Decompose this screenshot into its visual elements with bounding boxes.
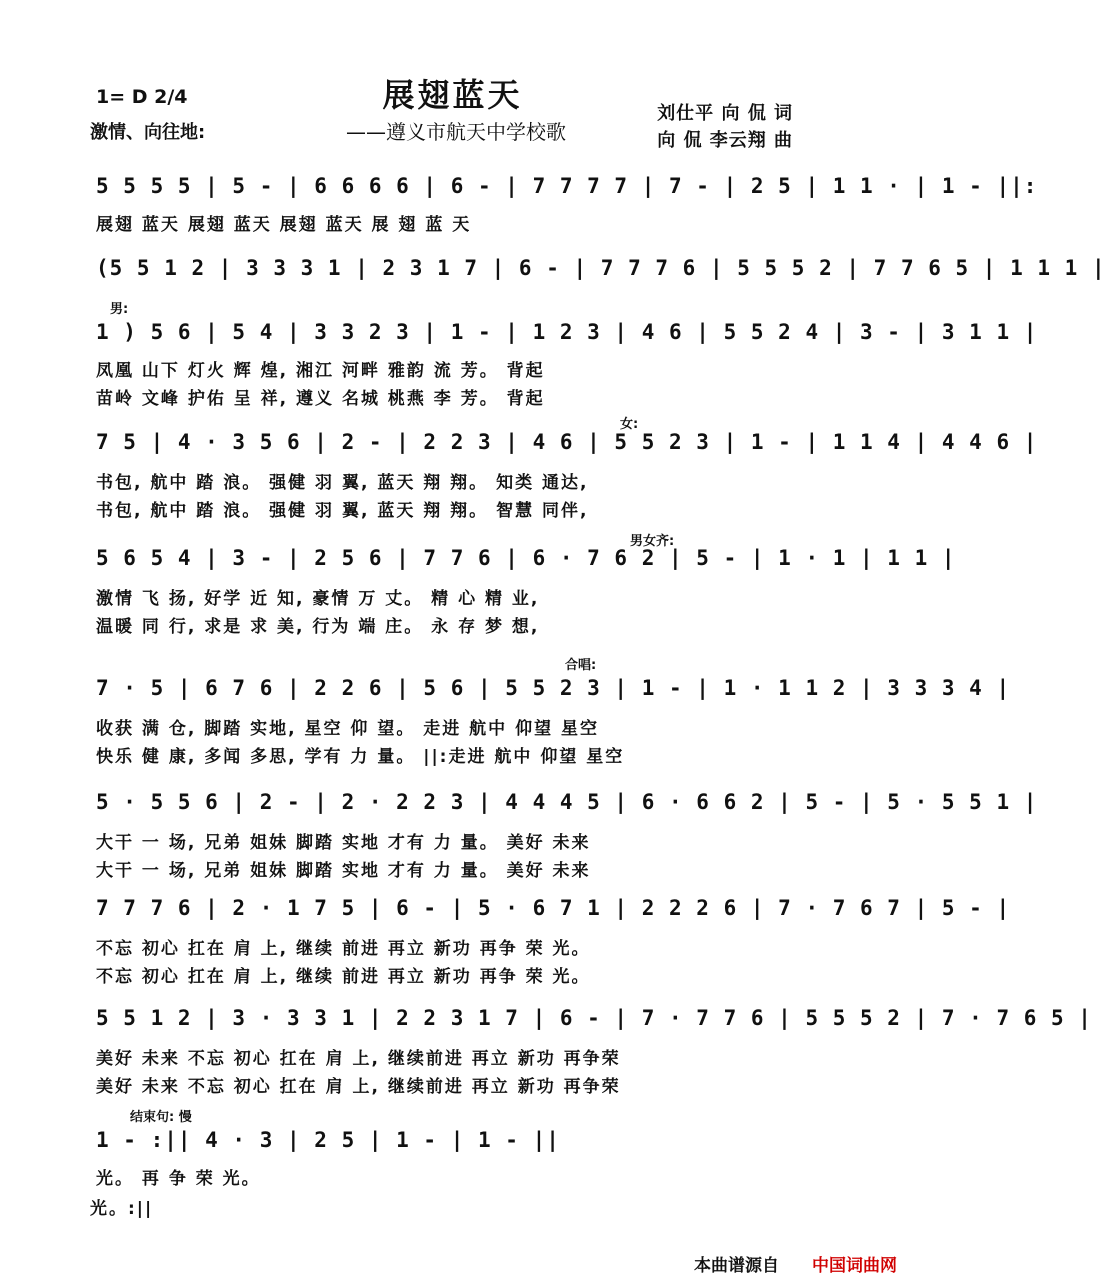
lyric-row-3-line-1: 凤凰 山下 灯火 辉 煌, 湘江 河畔 雅韵 流 芳。 背起 — [96, 361, 545, 381]
lyric-row-4-line-2: 书包, 航中 踏 浪。 强健 羽 翼, 蓝天 翔 翔。 智慧 同伴, — [96, 501, 589, 521]
lyric-row-10-line-1: 光。 再 争 荣 光。 — [96, 1169, 261, 1189]
site-link[interactable]: 中国词曲网 — [812, 1256, 897, 1276]
ending-marker: 结束句: 慢 — [130, 1110, 192, 1125]
lyric-row-1-line-1: 展翅 蓝天 展翅 蓝天 展翅 蓝天 展 翅 蓝 天 — [96, 215, 472, 235]
lyric-row-9-line-1: 美好 未来 不忘 初心 扛在 肩 上, 继续前进 再立 新功 再争荣 — [96, 1049, 621, 1069]
lyric-row-5-line-2: 温暖 同 行, 求是 求 美, 行为 端 庄。 永 存 梦 想, — [96, 617, 540, 637]
lyric-row-6-line-2: 快乐 健 康, 多闻 多思, 学有 力 量。 ||:走进 航中 仰望 星空 — [96, 747, 625, 767]
notation-row-5: 5 6 5 4 | 3 - | 2 5 6 | 7 7 6 | 6 · 7 6 2 | 5 - | 1 · 1 | 1 1 | — [96, 546, 956, 570]
chorus-marker: 合唱: — [565, 658, 597, 673]
lyric-row-6-line-1: 收获 满 仓, 脚踏 实地, 星空 仰 望。 走进 航中 仰望 星空 — [96, 719, 600, 739]
lyric-row-5-line-1: 激情 飞 扬, 好学 近 知, 豪情 万 丈。 精 心 精 业, — [96, 589, 540, 609]
lyric-row-7-line-1: 大干 一 场, 兄弟 姐妹 脚踏 实地 才有 力 量。 美好 未来 — [96, 833, 591, 853]
lyric-row-7-line-2: 大干 一 场, 兄弟 姐妹 脚踏 实地 才有 力 量。 美好 未来 — [96, 861, 591, 881]
lyric-row-3-line-2: 苗岭 文峰 护佑 呈 祥, 遵义 名城 桃燕 李 芳。 背起 — [96, 389, 545, 409]
lyricist-credit: 刘仕平 向 侃 词 — [657, 103, 793, 124]
lyric-row-10-line-2: 光。:|| — [90, 1199, 154, 1219]
notation-row-4: 7 5 | 4 · 3 5 6 | 2 - | 2 2 3 | 4 6 | 5 5 2 3 | 1 - | 1 1 4 | 4 4 6 | — [96, 430, 1038, 454]
both-marker: 男女齐: — [630, 534, 675, 549]
notation-row-7: 5 · 5 5 6 | 2 - | 2 · 2 2 3 | 4 4 4 5 | 6 · 6 6 2 | 5 - | 5 · 5 5 1 | — [96, 790, 1038, 814]
lyric-row-8-line-2: 不忘 初心 扛在 肩 上, 继续 前进 再立 新功 再争 荣 光。 — [96, 967, 591, 987]
notation-row-6: 7 · 5 | 6 7 6 | 2 2 6 | 5 6 | 5 5 2 3 | 1 - | 1 · 1 1 2 | 3 3 3 4 | — [96, 676, 1011, 700]
song-title: 展翅蓝天 — [382, 76, 523, 114]
lyric-row-8-line-1: 不忘 初心 扛在 肩 上, 继续 前进 再立 新功 再争 荣 光。 — [96, 939, 591, 959]
lyric-row-4-line-1: 书包, 航中 踏 浪。 强健 羽 翼, 蓝天 翔 翔。 知类 通达, — [96, 473, 589, 493]
song-subtitle: ——遵义市航天中学校歌 — [346, 120, 566, 144]
male-marker: 男: — [110, 302, 129, 317]
notation-row-10: 1 - :|| 4 · 3 | 2 5 | 1 - | 1 - || — [96, 1128, 560, 1152]
notation-row-2: (5 5 1 2 | 3 3 3 1 | 2 3 1 7 | 6 - | 7 7 7 6 | 5 5 5 2 | 7 7 6 5 | 1 1 1 | — [96, 256, 1106, 280]
source-label: 本曲谱源自 — [694, 1256, 779, 1276]
female-marker: 女: — [620, 417, 639, 432]
notation-row-3: 1 ) 5 6 | 5 4 | 3 3 2 3 | 1 - | 1 2 3 | 4 6 | 5 5 2 4 | 3 - | 3 1 1 | — [96, 320, 1038, 344]
notation-row-8: 7 7 7 6 | 2 · 1 7 5 | 6 - | 5 · 6 7 1 | 2 2 2 6 | 7 · 7 6 7 | 5 - | — [96, 896, 1011, 920]
notation-row-1: 5 5 5 5 | 5 - | 6 6 6 6 | 6 - | 7 7 7 7 | 7 - | 2 5 | 1 1 · | 1 - ||: — [96, 174, 1038, 198]
lyric-row-9-line-2: 美好 未来 不忘 初心 扛在 肩 上, 继续前进 再立 新功 再争荣 — [96, 1077, 621, 1097]
composer-credit: 向 侃 李云翔 曲 — [657, 130, 793, 151]
notation-row-9: 5 5 1 2 | 3 · 3 3 1 | 2 2 3 1 7 | 6 - | 7 · 7 7 6 | 5 5 5 2 | 7 · 7 6 5 | — [96, 1006, 1092, 1030]
tempo-mood: 激情、向往地: — [90, 122, 206, 143]
key-signature: 1= D 2/4 — [96, 86, 188, 108]
